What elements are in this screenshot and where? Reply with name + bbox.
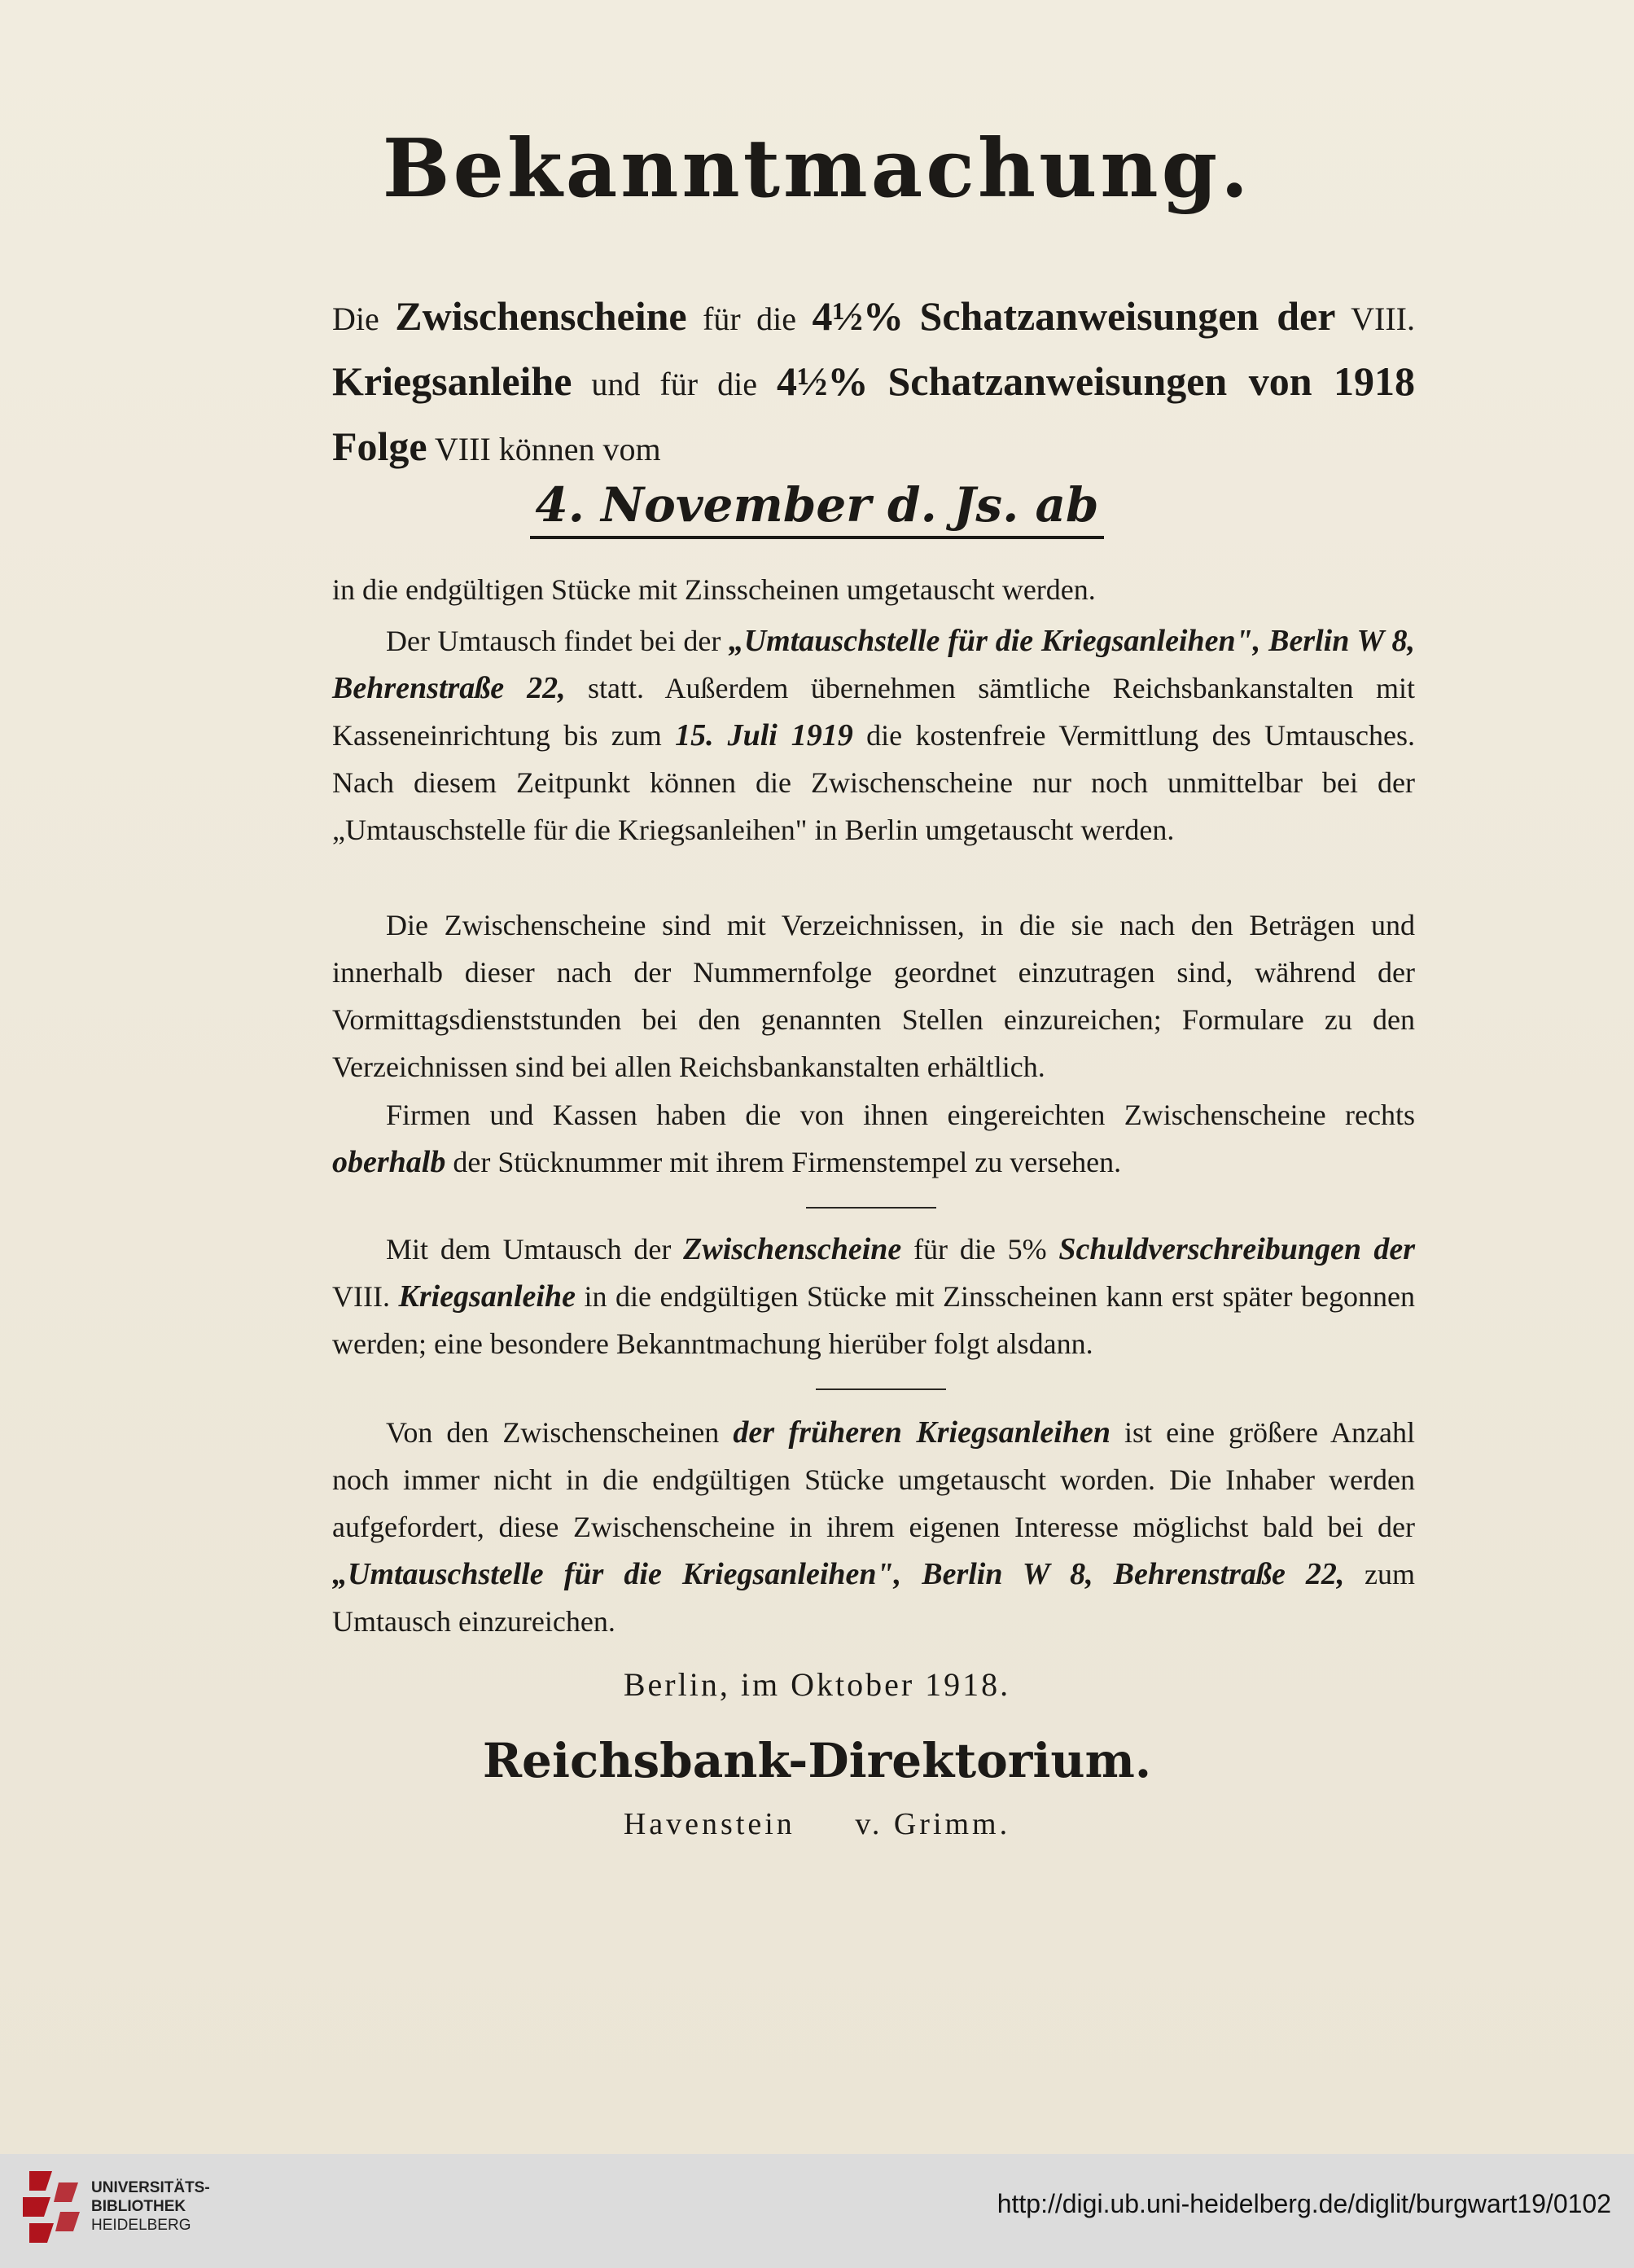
paragraph-emphasis: Schuldverschreibungen der (1058, 1232, 1415, 1266)
paragraph-6 (332, 1409, 1415, 1645)
paragraph-emphasis: „Umtauschstelle für die Kriegsanleihen", Berlin W 8, Behrenstraße 22, (332, 1557, 1345, 1591)
paragraph-text: ist eine größere Anzahl noch immer nicht in die endgültigen Stücke umgetauscht worden. Die Inhaber werden aufgefordert, diese Zwischenscheine in ihrem eigenen Interesse möglichst bald bei der (332, 1416, 1415, 1543)
date-heading (0, 477, 1634, 539)
intro-text: für die (686, 300, 813, 337)
intro-emphasis: 4½% (776, 358, 869, 404)
intro-emphasis: Zwischenscheine (395, 293, 687, 339)
university-library-logo-icon (18, 2166, 83, 2254)
institution-line: BIBLIOTHEK (91, 2198, 186, 2215)
issuer-name: Reichsbank-Direktorium. (482, 1733, 1152, 1788)
intro-paragraph (332, 285, 1415, 480)
intro-text (868, 366, 887, 402)
institution-line: UNIVERSITÄTS- (91, 2179, 210, 2196)
section-divider (806, 1207, 936, 1209)
paragraph-emphasis: „Umtauschstelle für die Kriegsanleihen", Berlin W 8, Behrenstraße 22, (332, 624, 1416, 705)
signatories (0, 1806, 1634, 1842)
intro-emphasis: Schatzanweisungen der (919, 293, 1336, 339)
paragraph-emphasis: oberhalb (332, 1145, 446, 1179)
paragraph-1: in die endgültigen Stücke mit Zinsscheinen umgetauscht werden. (332, 573, 1096, 606)
paragraph-text: in die endgültigen Stücke mit Zinsscheinen kann erst später begonnen werden; eine besondere Bekanntmachung hierüber folgt alsdann. (332, 1280, 1415, 1360)
paragraph-text: VIII. (332, 1280, 399, 1313)
intro-text: VIII. (1335, 300, 1416, 337)
paragraph-5 (332, 1226, 1415, 1367)
intro-emphasis: 4½% (812, 293, 905, 339)
paragraph-text: für die 5% (901, 1233, 1059, 1266)
paragraph-emphasis: Kriegsanleihe (398, 1279, 576, 1314)
institution-name (91, 2178, 210, 2235)
signatory-1: Havenstein (623, 1807, 795, 1841)
date-heading-text: 4. November d. Js. ab (530, 477, 1103, 539)
intro-text: Die (332, 300, 396, 337)
paragraph-text: Von den Zwischenscheinen (386, 1416, 734, 1449)
paragraph-text: statt. Außerdem übernehmen sämtliche Reichsbankanstalten mit Kasseneinrichtung bis zum (332, 672, 1415, 752)
paragraph-emphasis: der früheren Kriegsanleihen (733, 1415, 1111, 1450)
intro-text: VIII können vom (427, 431, 661, 467)
paragraph-text: Mit dem Umtausch der (386, 1233, 684, 1266)
section-divider (816, 1388, 946, 1390)
intro-text: und für die (572, 366, 777, 402)
paragraph-text: zum Umtausch einzureichen. (332, 1558, 1415, 1638)
document-title: Bekanntmachung. (382, 122, 1252, 216)
paragraph-emphasis: 15. Juli 1919 (675, 718, 853, 752)
paragraph-text: Der Umtausch findet bei der (386, 625, 729, 657)
paragraph-4 (332, 1091, 1415, 1186)
paragraph-2 (332, 617, 1415, 853)
source-url-link[interactable]: http://digi.ub.uni-heidelberg.de/diglit/burgwart19/0102 (997, 2189, 1611, 2218)
paragraph-text: Firmen und Kassen haben die von ihnen eingereichten Zwischenscheine rechts (386, 1099, 1415, 1131)
institution-line: HEIDELBERG (91, 2217, 191, 2234)
paragraph-text: der Stücknummer mit ihrem Firmenstempel zu versehen. (445, 1146, 1122, 1178)
intro-emphasis: Kriegsanleihe (332, 358, 572, 404)
paragraph-text: die kostenfreie Vermittlung des Umtausches. Nach diesem Zeitpunkt können die Zwischenscheine nur noch unmittelbar bei der „Umtauschstelle für die Kriegsanleihen" in Berlin umgetauscht werden. (332, 719, 1416, 846)
intro-emphasis: Schatzanweisungen von 1918 Folge (332, 358, 1416, 469)
place-and-date: Berlin, im Oktober 1918. (623, 1666, 1011, 1703)
intro-text (904, 300, 919, 337)
paragraph-emphasis: Zwischenscheine (683, 1232, 902, 1266)
signatory-2: v. Grimm. (855, 1807, 1011, 1841)
paragraph-3: Die Zwischenscheine sind mit Verzeichnissen, in die sie nach den Beträgen und innerhalb dieser nach der Nummernfolge geordnet einzutragen sind, während der Vormittagsdienststunden bei den genannten Stellen einzureichen; Formulare zu den Verzeichnissen sind bei allen Reichsbankanstalten erhältlich. (332, 909, 1415, 1083)
